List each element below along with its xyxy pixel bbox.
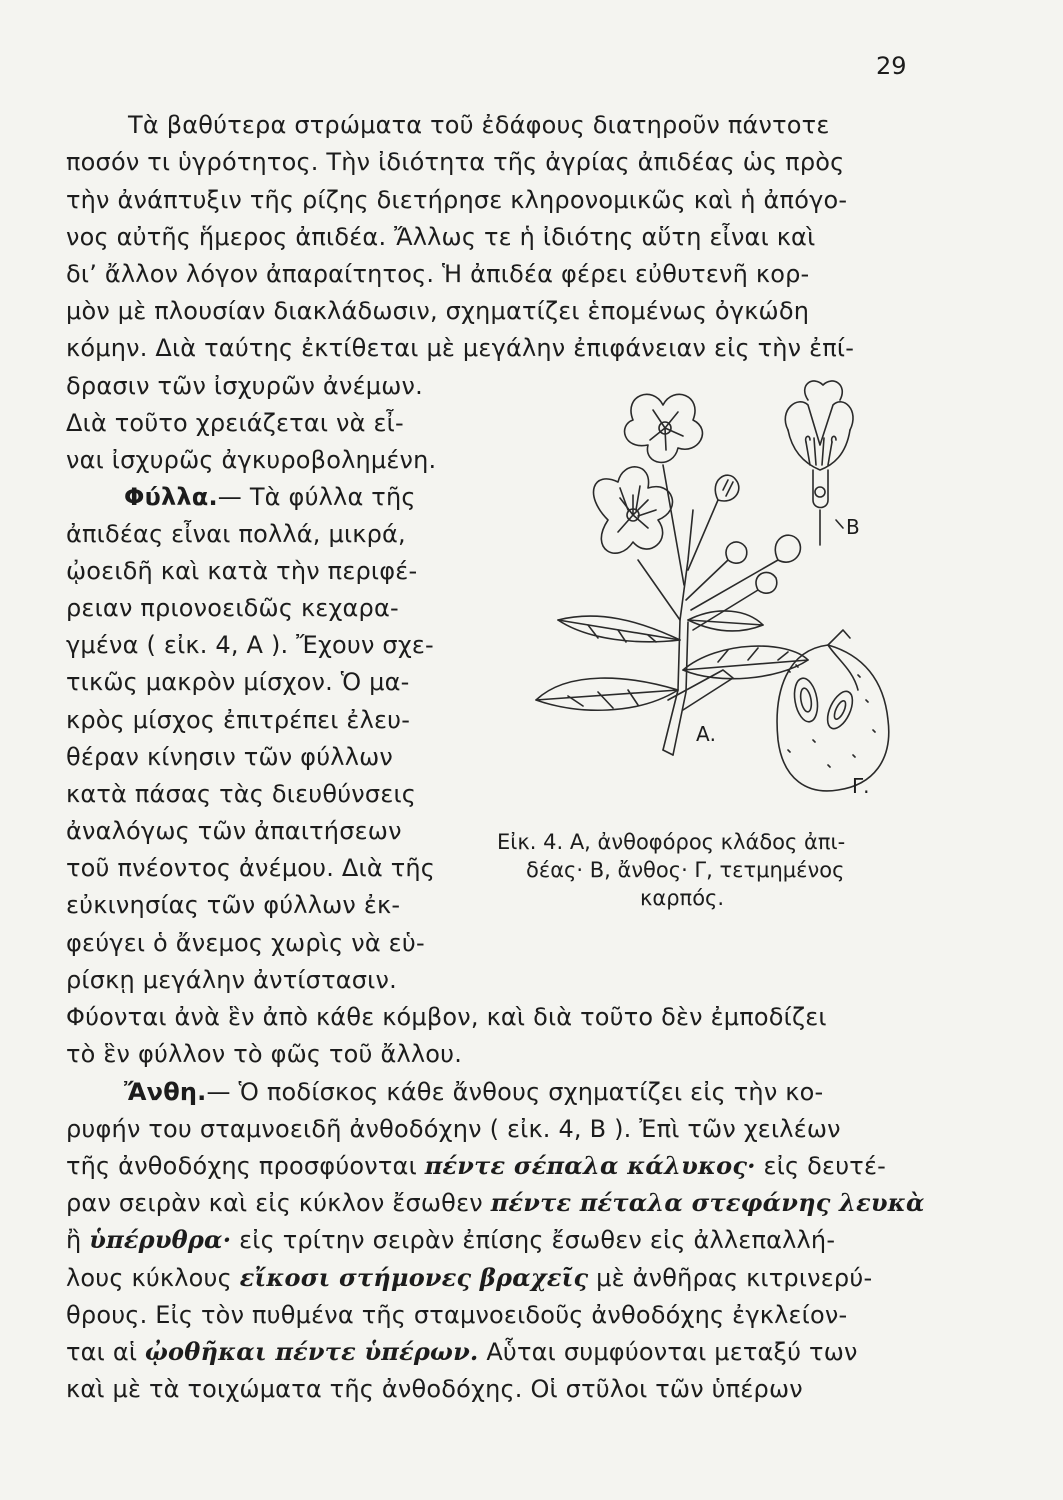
text-line: ρυφήν του σταμνοειδῆ ἀνθοδόχην ( εἰκ. 4, Β ). Ἐπὶ τῶν χειλέων	[66, 1115, 841, 1143]
text-line: καὶ μὲ τὰ τοιχώματα τῆς ἀνθοδόχης. Οἱ στῦλοι τῶν ὑπέρων	[66, 1375, 803, 1403]
text-run: λους κύκλους	[66, 1264, 240, 1292]
text-line: κρὸς μίσχος ἐπιτρέπει ἐλευ-	[66, 706, 411, 734]
text-line: μὸν μὲ πλουσίαν διακλάδωσιν, σχηματίζει ἑπομένως ὀγκώδη	[66, 297, 810, 325]
text-line: ποσόν τι ὑγρότητος. Τὴν ἰδιότητα τῆς ἀγρίας ἀπιδέας ὡς πρὸς	[66, 148, 845, 176]
caption-line: δέας· Β, ἄνθος· Γ, τετμημένος	[526, 858, 845, 882]
text-line: θρους. Εἰς τὸν πυθμένα τῆς σταμνοειδοῦς ἀνθοδόχης ἐγκλείον-	[66, 1301, 848, 1329]
text-line: Τὰ βαθύτερα στρώματα τοῦ ἐδάφους διατηροῦν πάντοτε	[128, 111, 830, 139]
caption-line: Εἰκ. 4. Α, ἀνθοφόρος κλάδος ἀπι-	[497, 830, 846, 854]
text-line: Φύονται ἀνὰ ἓν ἀπὸ κάθε κόμβον, καὶ διὰ τοῦτο δὲν ἐμποδίζει	[66, 1003, 827, 1031]
page-number: 29	[876, 52, 907, 80]
flowers-heading: Ἄνθη.	[124, 1078, 207, 1106]
text-line: Διὰ τοῦτο χρειάζεται νὰ εἶ-	[66, 409, 404, 437]
text-line: ρίσκῃ μεγάλην ἀντίστασιν.	[66, 966, 397, 994]
text-run: Αὗται συμφύονται μεταξύ των	[478, 1338, 858, 1366]
text-line	[66, 1151, 886, 1181]
text-line: ἀναλόγως τῶν ἀπαιτήσεων	[66, 817, 402, 845]
flowers-first-line: — Ὁ ποδίσκος κάθε ἄνθους σχηματίζει εἰς τὴν κο-	[206, 1078, 824, 1106]
text-line	[66, 1225, 835, 1255]
text-line: κόμην. Διὰ ταύτης ἐκτίθεται μὲ μεγάλην ἐπιφάνειαν εἰς τὴν ἐπί-	[66, 334, 855, 362]
cut-fruit-drawing	[777, 630, 889, 791]
text-run: μὲ ἀνθῆρας κιτρινερύ-	[588, 1264, 873, 1292]
text-line: γμένα ( εἰκ. 4, Α ). Ἔχουν σχε-	[66, 631, 434, 659]
leaves-heading: Φύλλα.	[124, 483, 218, 511]
caption-line: καρπός.	[640, 886, 725, 910]
flowering-branch-drawing	[536, 394, 808, 755]
text-line: ἀπιδέας εἶναι πολλά, μικρά,	[66, 520, 406, 548]
emphasis-stamens: εἴκοσι στήμονες βραχεῖς	[239, 1263, 589, 1292]
flower-section-drawing	[785, 381, 853, 545]
text-line	[66, 1337, 858, 1367]
text-line	[124, 482, 416, 512]
figure-label-g: Γ.	[852, 774, 870, 798]
text-line: ᾠοειδῆ καὶ κατὰ τὴν περιφέ-	[66, 557, 418, 585]
figure-label-b: Β	[846, 515, 860, 539]
text-line: νος αὐτῆς ἥμερος ἀπιδέα. Ἄλλως τε ἡ ἰδιότης αὕτη εἶναι καὶ	[66, 223, 816, 251]
text-run: ἢ	[66, 1226, 90, 1254]
text-line: δι’ ἄλλον λόγον ἀπαραίτητος. Ἡ ἀπιδέα φέρει εὐθυτενῆ κορ-	[66, 260, 810, 288]
emphasis-ovaries: ᾠοθῆκαι πέντε ὑπέρων.	[145, 1337, 479, 1366]
botanical-illustration	[488, 370, 928, 825]
emphasis-sepals: πέντε σέπαλα κάλυκος·	[424, 1151, 756, 1180]
text-run: εἰς τρίτην σειρὰν ἐπίσης ἔσωθεν εἰς ἀλλεπαλλή-	[231, 1226, 836, 1254]
text-line	[66, 1263, 872, 1293]
text-line: δρασιν τῶν ἰσχυρῶν ἀνέμων.	[66, 372, 423, 400]
figure-label-a: Α.	[696, 722, 717, 746]
text-line: τοῦ πνέοντος ἀνέμου. Διὰ τῆς	[66, 854, 436, 882]
text-line: εὐκινησίας τῶν φύλλων ἐκ-	[66, 891, 401, 919]
text-line: κατὰ πάσας τὰς διευθύνσεις	[66, 780, 417, 808]
text-line: ναι ἰσχυρῶς ἀγκυροβολημένη.	[66, 446, 437, 474]
text-run: ραν σειρὰν καὶ εἰς κύκλον ἔσωθεν	[66, 1189, 491, 1217]
text-line: θέραν κίνησιν τῶν φύλλων	[66, 743, 394, 771]
text-run: ται αἱ	[66, 1338, 145, 1366]
text-line: τικῶς μακρὸν μίσχον. Ὁ μα-	[66, 668, 410, 696]
text-run: εἰς δευτέ-	[755, 1152, 886, 1180]
text-line: ρειαν πριονοειδῶς κεχαρα-	[66, 594, 399, 622]
emphasis-reddish: ὑπέρυθρα·	[89, 1225, 232, 1254]
text-line: τὴν ἀνάπτυξιν τῆς ρίζης διετήρησε κληρονομικῶς καὶ ἡ ἀπόγο-	[66, 186, 848, 214]
leaves-first-line: — Τὰ φύλλα τῆς	[217, 483, 416, 511]
text-line	[124, 1077, 823, 1107]
emphasis-petals: πέντε πέταλα στεφάνης λευκὰ	[490, 1188, 925, 1217]
text-run: τῆς ἀνθοδόχης προσφύονται	[66, 1152, 425, 1180]
text-line: φεύγει ὁ ἄνεμος χωρὶς νὰ εὑ-	[66, 929, 425, 957]
text-line: τὸ ἓν φύλλον τὸ φῶς τοῦ ἄλλου.	[66, 1040, 463, 1068]
text-line	[66, 1188, 925, 1218]
